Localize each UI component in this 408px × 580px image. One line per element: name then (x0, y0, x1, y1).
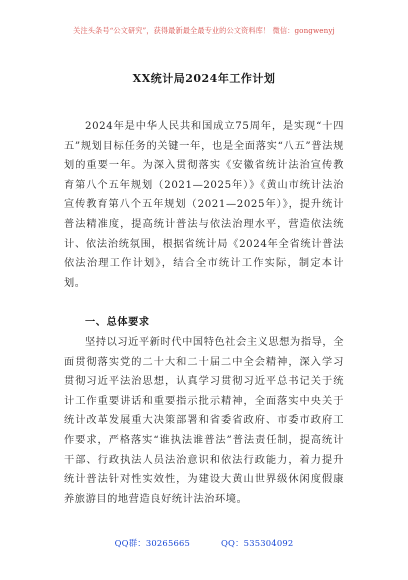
intro-paragraph: 2024年是中华人民共和国成立75周年，是实现“十四五”规划目标任务的关键一年，也是全面落实“八五”普法规划的重要一年。为深入贯彻落实《安徽省统计法治宣传教育第八个五年规划（2021—2025年）》《黄山市统计法治宣传教育第八个五年规划（2021—2025年）》，提升统计普法精准度，提高统计普法与依法治理水平，营造依法统计、依法治统氛围，根据省统计局《2024年全省统计普法依法治理工作计划》，结合全市统计工作实际，制定本计划。 (64, 121, 344, 289)
section-heading-general-requirements: 一、总体要求 (85, 316, 150, 328)
footer-qq-number: QQ：535304092 (220, 538, 294, 548)
header-promo-note: 关注头条号“公文研究”，获得最新最全最专业的公文资料库！ 微信：gongwenyj (73, 26, 335, 35)
footer-qq-group: QQ群：30265665 (114, 538, 191, 548)
section-paragraph: 坚持以习近平新时代中国特色社会主义思想为指导，全面贯彻落实党的二十大和二十届二中全会精神，深入学习贯彻习近平法治思想，认真学习贯彻习近平总书记关于统计工作重要讲话和重要指示批示精神，全面落实中央关于统计改革发展重大决策部署和省委省政府、市委市政府工作要求，严格落实“谁执法谁普法”普法责任制，提高统计干部、行政执法人员法治意识和依法行政能力，着力提升统计普法针对性实效性，为建设大黄山世界级休闲度假康养旅游目的地营造良好统计法治环境。 (64, 337, 344, 505)
footer-contact (0, 537, 408, 549)
document-title: XX统计局2024年工作计划 (132, 72, 276, 85)
